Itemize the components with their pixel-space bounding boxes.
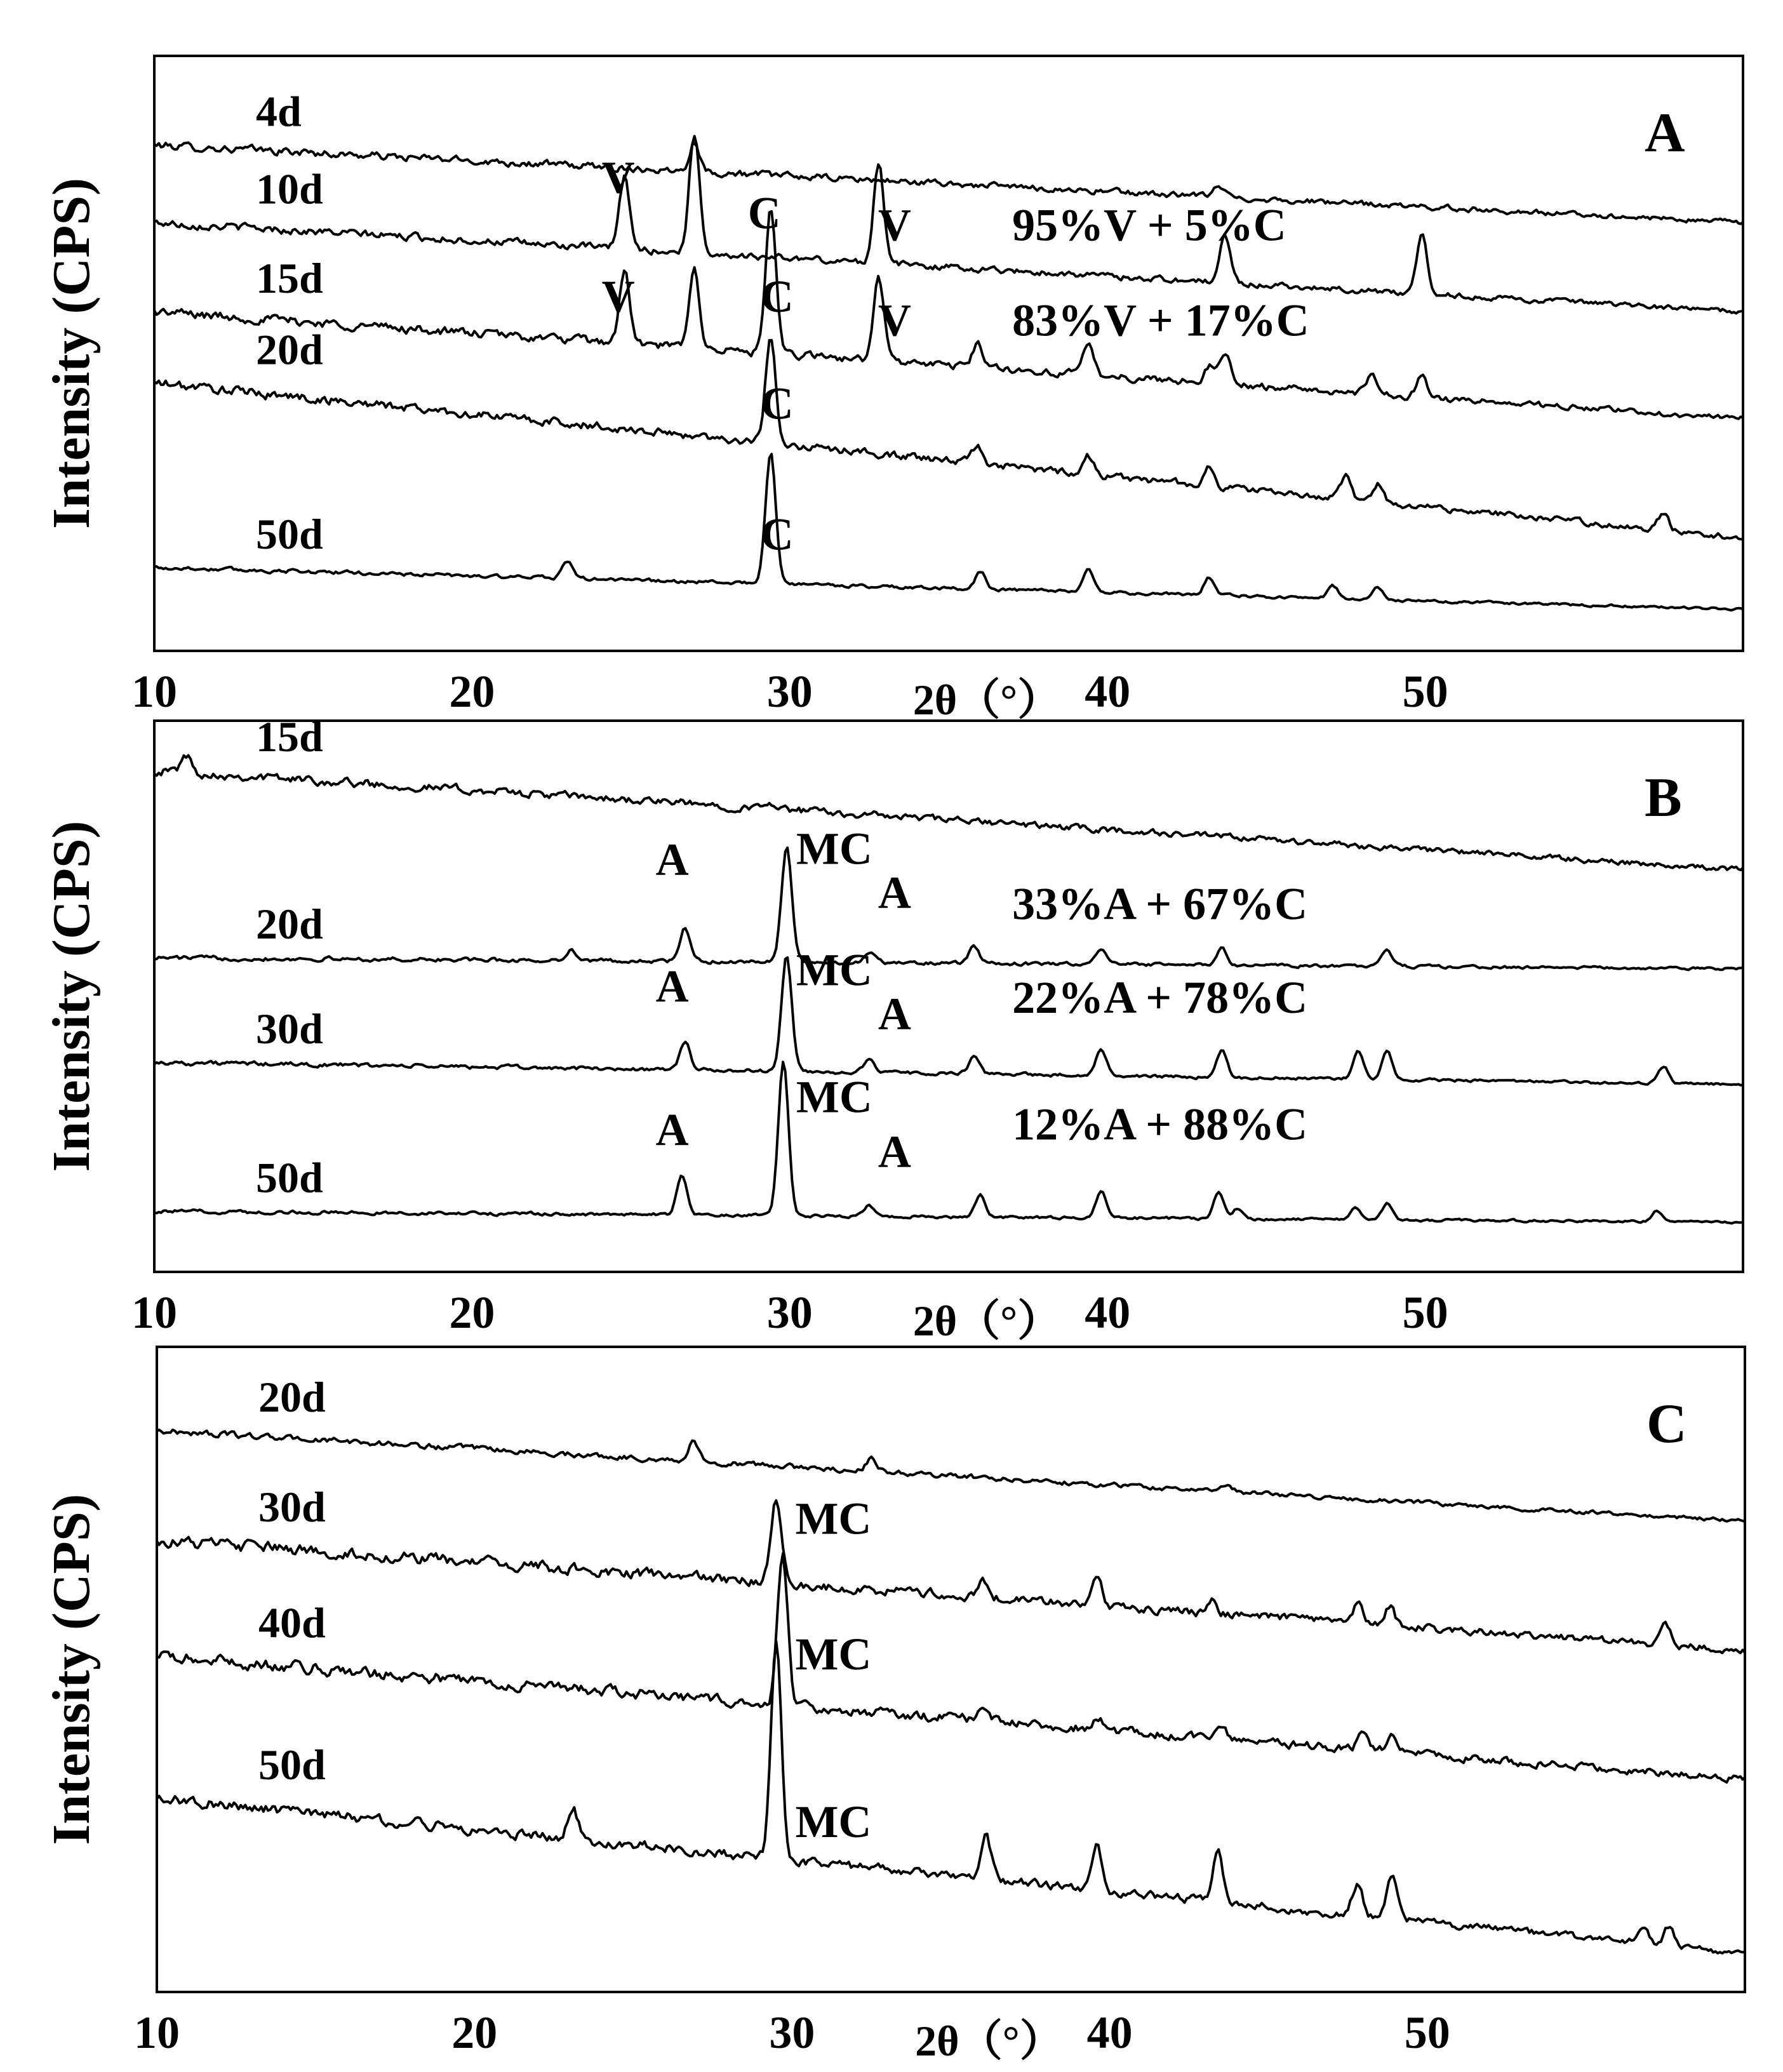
trace-B-15d <box>154 756 1743 871</box>
trace-A-20d <box>154 340 1743 540</box>
y-axis-label-C: Intensity (CPS) <box>42 1494 101 1845</box>
peak-label-B-6: A <box>655 1104 689 1156</box>
trace-C-20d <box>157 1430 1745 1522</box>
curve-label-A-4d: 4d <box>256 87 302 136</box>
curve-label-C-30d: 30d <box>258 1482 326 1531</box>
trace-A-50d <box>154 454 1743 610</box>
x-tick-label-A-10: 10 <box>131 666 177 717</box>
x-tick-label-C-40: 40 <box>1086 2007 1133 2058</box>
curve-label-A-50d: 50d <box>256 509 323 558</box>
x-tick-label-A-30: 30 <box>766 666 813 717</box>
peak-label-C-2: MC <box>795 1796 872 1848</box>
curve-label-C-20d: 20d <box>258 1373 326 1422</box>
x-tick-label-A-20: 20 <box>449 666 495 717</box>
peak-label-B-1: MC <box>796 823 872 874</box>
x-tick-label-B-10: 10 <box>131 1287 177 1338</box>
x-tick-label-A-50: 50 <box>1402 666 1448 717</box>
composition-label-B-1: 22%A + 78%C <box>1012 972 1308 1024</box>
trace-B-50d <box>154 1062 1743 1223</box>
y-axis-label-B: Intensity (CPS) <box>42 820 101 1172</box>
x-tick-label-C-50: 50 <box>1404 2007 1450 2058</box>
panel-label-A: A <box>1645 102 1685 164</box>
curve-label-A-10d: 10d <box>256 164 323 213</box>
trace-C-30d <box>157 1501 1745 1653</box>
trace-A-15d <box>154 211 1743 419</box>
peak-label-A-3: V <box>601 271 635 322</box>
trace-A-4d <box>154 143 1743 224</box>
curve-label-C-50d: 50d <box>258 1741 326 1789</box>
curve-label-B-50d: 50d <box>256 1153 323 1202</box>
trace-B-20d <box>154 848 1743 970</box>
peak-label-C-1: MC <box>795 1629 872 1680</box>
curve-label-C-40d: 40d <box>258 1598 326 1647</box>
curve-label-B-15d: 15d <box>256 712 323 761</box>
panel-label-C: C <box>1646 1393 1687 1455</box>
x-tick-label-B-20: 20 <box>449 1287 495 1338</box>
x-tick-label-A-40: 40 <box>1085 666 1131 717</box>
peak-label-A-6: C <box>760 378 794 429</box>
peak-label-A-1: C <box>747 187 781 239</box>
x-tick-label-B-30: 30 <box>766 1287 813 1338</box>
peak-label-C-0: MC <box>795 1493 872 1544</box>
peak-label-A-7: C <box>760 509 794 560</box>
peak-label-A-0: V <box>601 152 635 203</box>
peak-label-A-2: V <box>878 199 911 251</box>
curve-label-A-20d: 20d <box>256 325 323 374</box>
panel-B-frame <box>154 721 1743 1272</box>
peak-label-B-8: A <box>878 1126 911 1178</box>
x-tick-label-B-40: 40 <box>1085 1287 1131 1338</box>
x-tick-label-B-50: 50 <box>1402 1287 1448 1338</box>
peak-label-A-4: C <box>760 271 794 322</box>
x-axis-label-B: 2θ（°） <box>912 1297 1061 1345</box>
composition-label-A-0: 95%V + 5%C <box>1012 199 1286 251</box>
trace-C-50d <box>157 1641 1745 1953</box>
trace-A-10d <box>154 136 1743 313</box>
curve-label-B-20d: 20d <box>256 900 323 949</box>
composition-label-B-0: 33%A + 67%C <box>1012 878 1308 930</box>
x-axis-label-C: 2θ（°） <box>915 2017 1063 2065</box>
x-tick-label-C-20: 20 <box>451 2007 498 2058</box>
peak-label-B-3: A <box>655 961 689 1012</box>
peak-label-B-2: A <box>878 867 911 919</box>
peak-label-B-5: A <box>878 989 911 1040</box>
composition-label-A-1: 83%V + 17%C <box>1012 295 1309 346</box>
peak-label-B-4: MC <box>796 944 872 996</box>
curve-label-B-30d: 30d <box>256 1005 323 1053</box>
peak-label-B-7: MC <box>796 1071 872 1123</box>
peak-label-B-0: A <box>655 834 689 886</box>
y-axis-label-A: Intensity (CPS) <box>42 177 101 530</box>
trace-C-40d <box>157 1553 1745 1782</box>
x-axis-label-A: 2θ（°） <box>912 676 1061 724</box>
x-tick-label-C-30: 30 <box>769 2007 815 2058</box>
trace-B-30d <box>154 958 1743 1085</box>
peak-label-A-5: V <box>878 295 911 346</box>
panel-label-B: B <box>1645 767 1682 829</box>
composition-label-B-2: 12%A + 88%C <box>1012 1099 1308 1150</box>
x-tick-label-C-10: 10 <box>134 2007 180 2058</box>
panel-A-frame <box>154 56 1743 651</box>
curve-label-A-15d: 15d <box>256 253 323 302</box>
